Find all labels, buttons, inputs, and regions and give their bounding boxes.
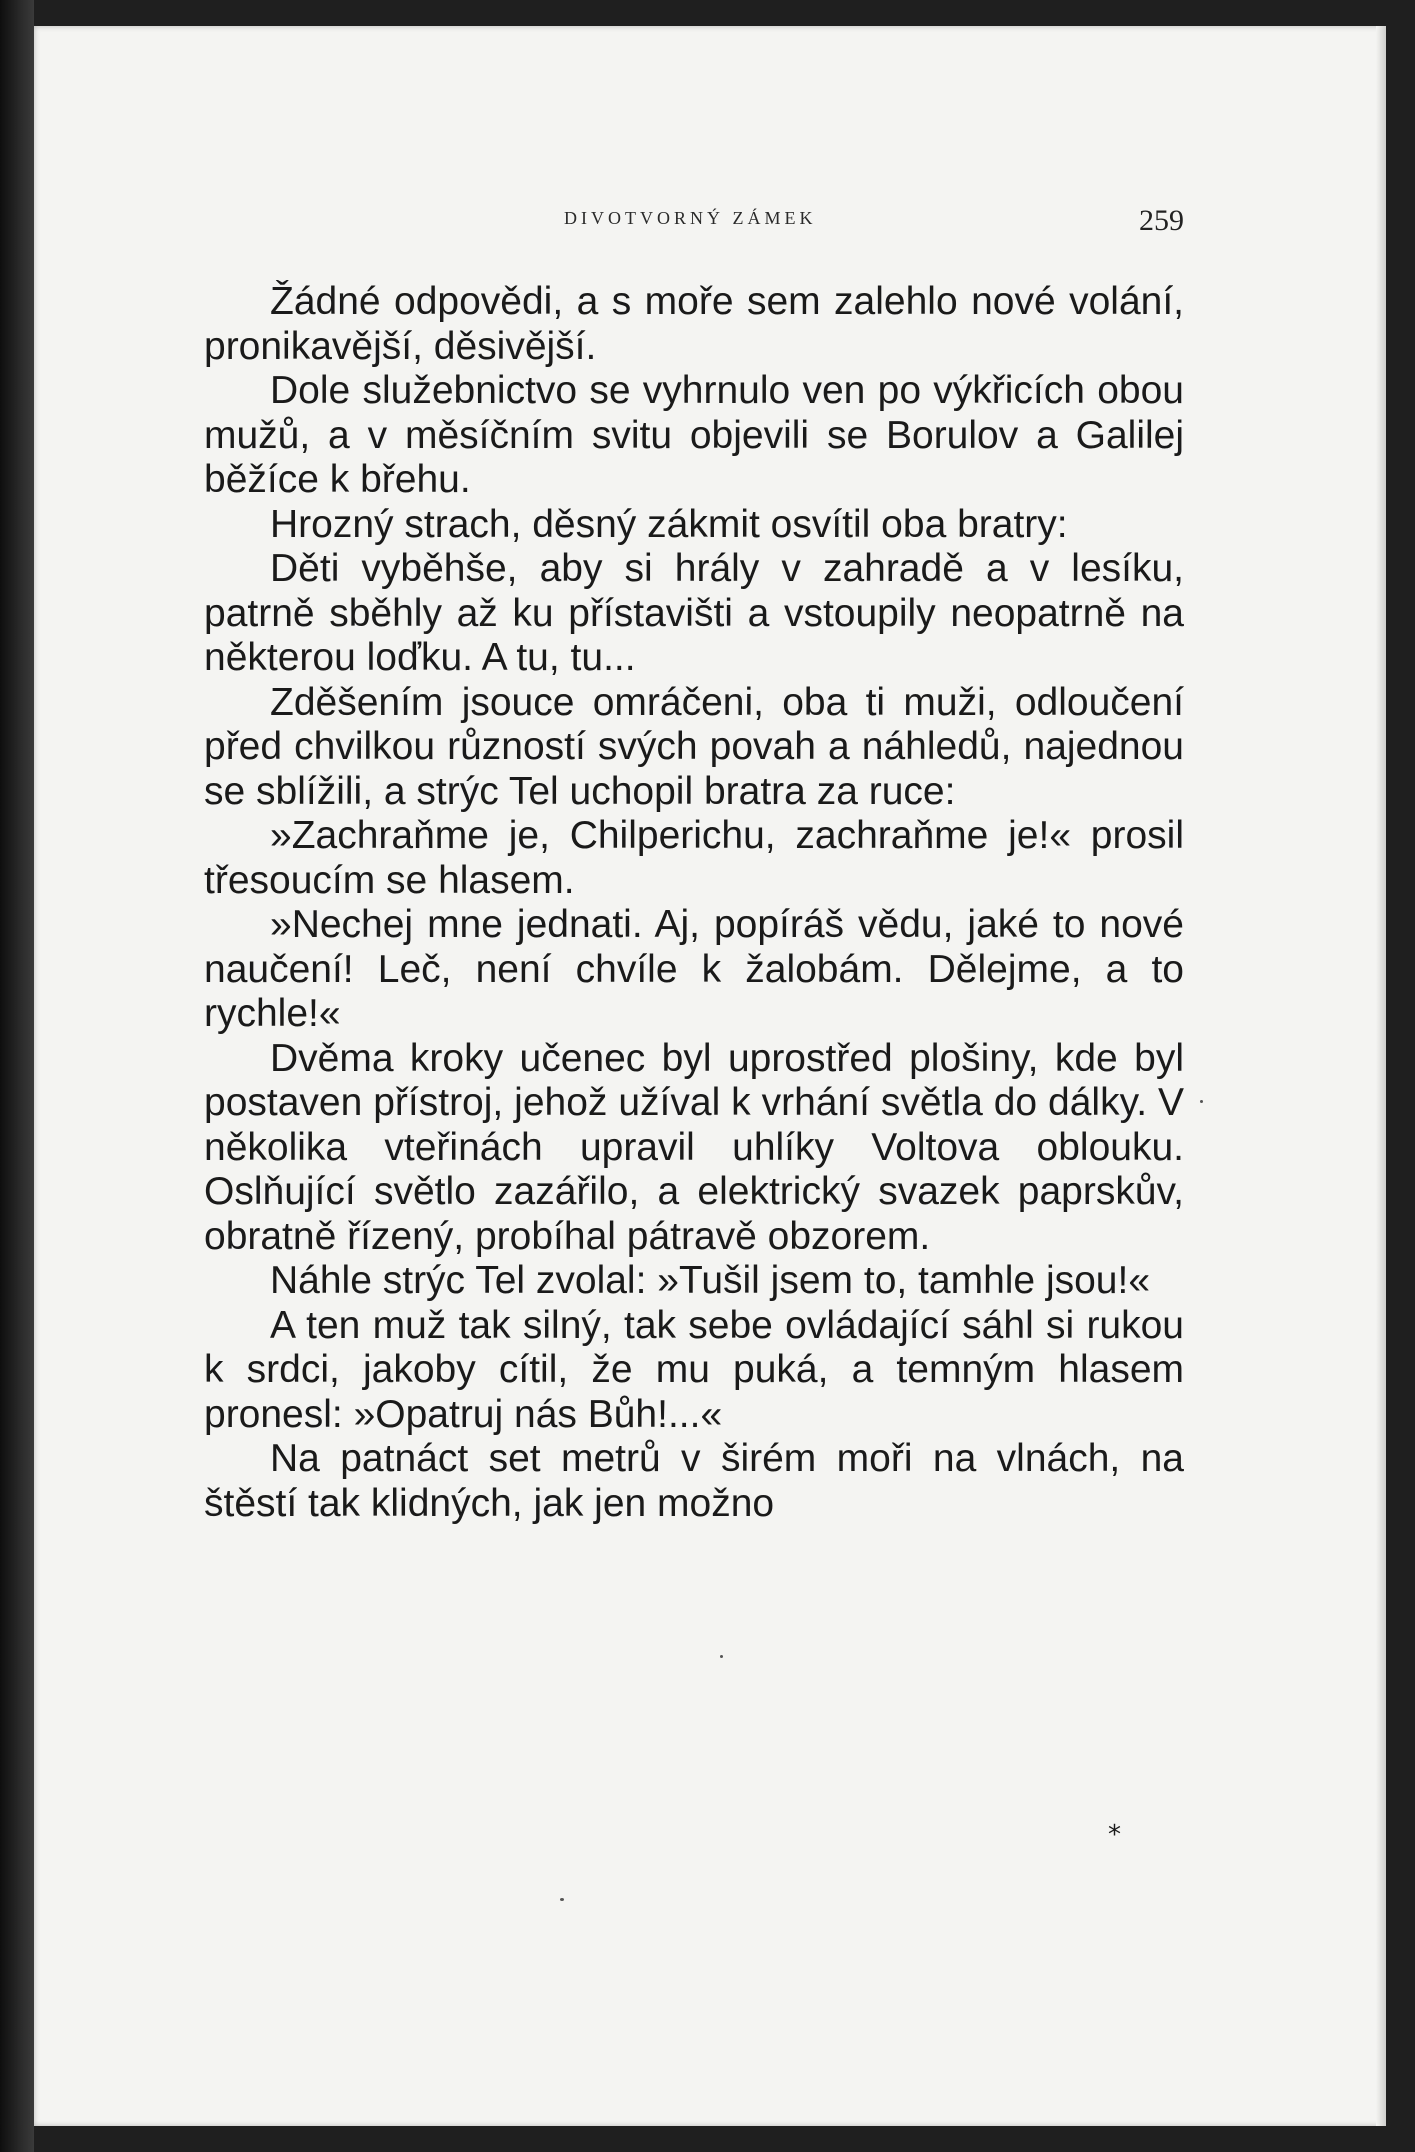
running-head [204,204,1184,237]
book-spine-shadow [0,0,34,2152]
paragraph: Žádné odpovědi, a s moře sem zalehlo nové volání, pronikavější, děsivější. [204,280,1184,368]
page-number: 259 [1139,204,1184,237]
paper-speck [720,1655,723,1658]
running-title: DIVOTVORNÝ ZÁMEK [564,208,817,228]
paragraph: »Nechej mne jednati. Aj, popíráš vědu, jaké to nové naučení! Leč, není chvíle k žalobám. Dělejme, a to rychle!« [204,903,1184,1035]
signature-mark: * [1108,1820,1121,1850]
paragraph: Dole služebnictvo se vyhrnulo ven po výkřicích obou mužů, a v měsíčním svitu objevili se Borulov a Galilej běžíce k břehu. [204,369,1184,501]
paragraph: Hrozný strach, děsný zákmit osvítil oba bratry: [270,502,1068,546]
paragraph: Náhle strýc Tel zvolal: »Tušil jsem to, tamhle jsou!« [270,1259,1151,1302]
page-edge-shadow [1376,26,1386,2126]
paper-speck [560,1898,564,1901]
paragraph: A ten muž tak silný, tak sebe ovládající sáhl si rukou k srdci, jakoby cítil, že mu puká, a temným hlasem pronesl: »Opatruj nás Bůh!...« [204,1303,1184,1436]
paper-speck [1200,1100,1203,1103]
body-text [204,280,1184,1526]
paragraph: Na patnáct set metrů v širém moři na vlnách, na štěstí tak klidných, jak jen možno [204,1437,1184,1525]
paragraph: Děti vyběhše, aby si hrály v zahradě a v lesíku, patrně sběhly až ku přístavišti a vstoupily neopatrně na některou loďku. A tu, tu... [204,547,1184,679]
paragraph: Zděšením jsouce omráčeni, oba ti muži, odloučení před chvilkou růzností svých povah a náhledů, najednou se sblížili, a strýc Tel uchopil bratra za ruce: [204,680,1184,813]
paragraph: »Zachraňme je, Chilperichu, zachraňme je!« prosil třesoucím se hlasem. [204,814,1184,902]
paragraph: Dvěma kroky učenec byl uprostřed plošiny, kde byl postaven přístroj, jehož užíval k vrhání světla do dálky. V několika vteřinách upravil uhlíky Voltova oblouku. Oslňující světlo zazářilo, a elektrický svazek paprskův, obratně řízený, probíhal pátravě obzorem. [204,1036,1184,1258]
